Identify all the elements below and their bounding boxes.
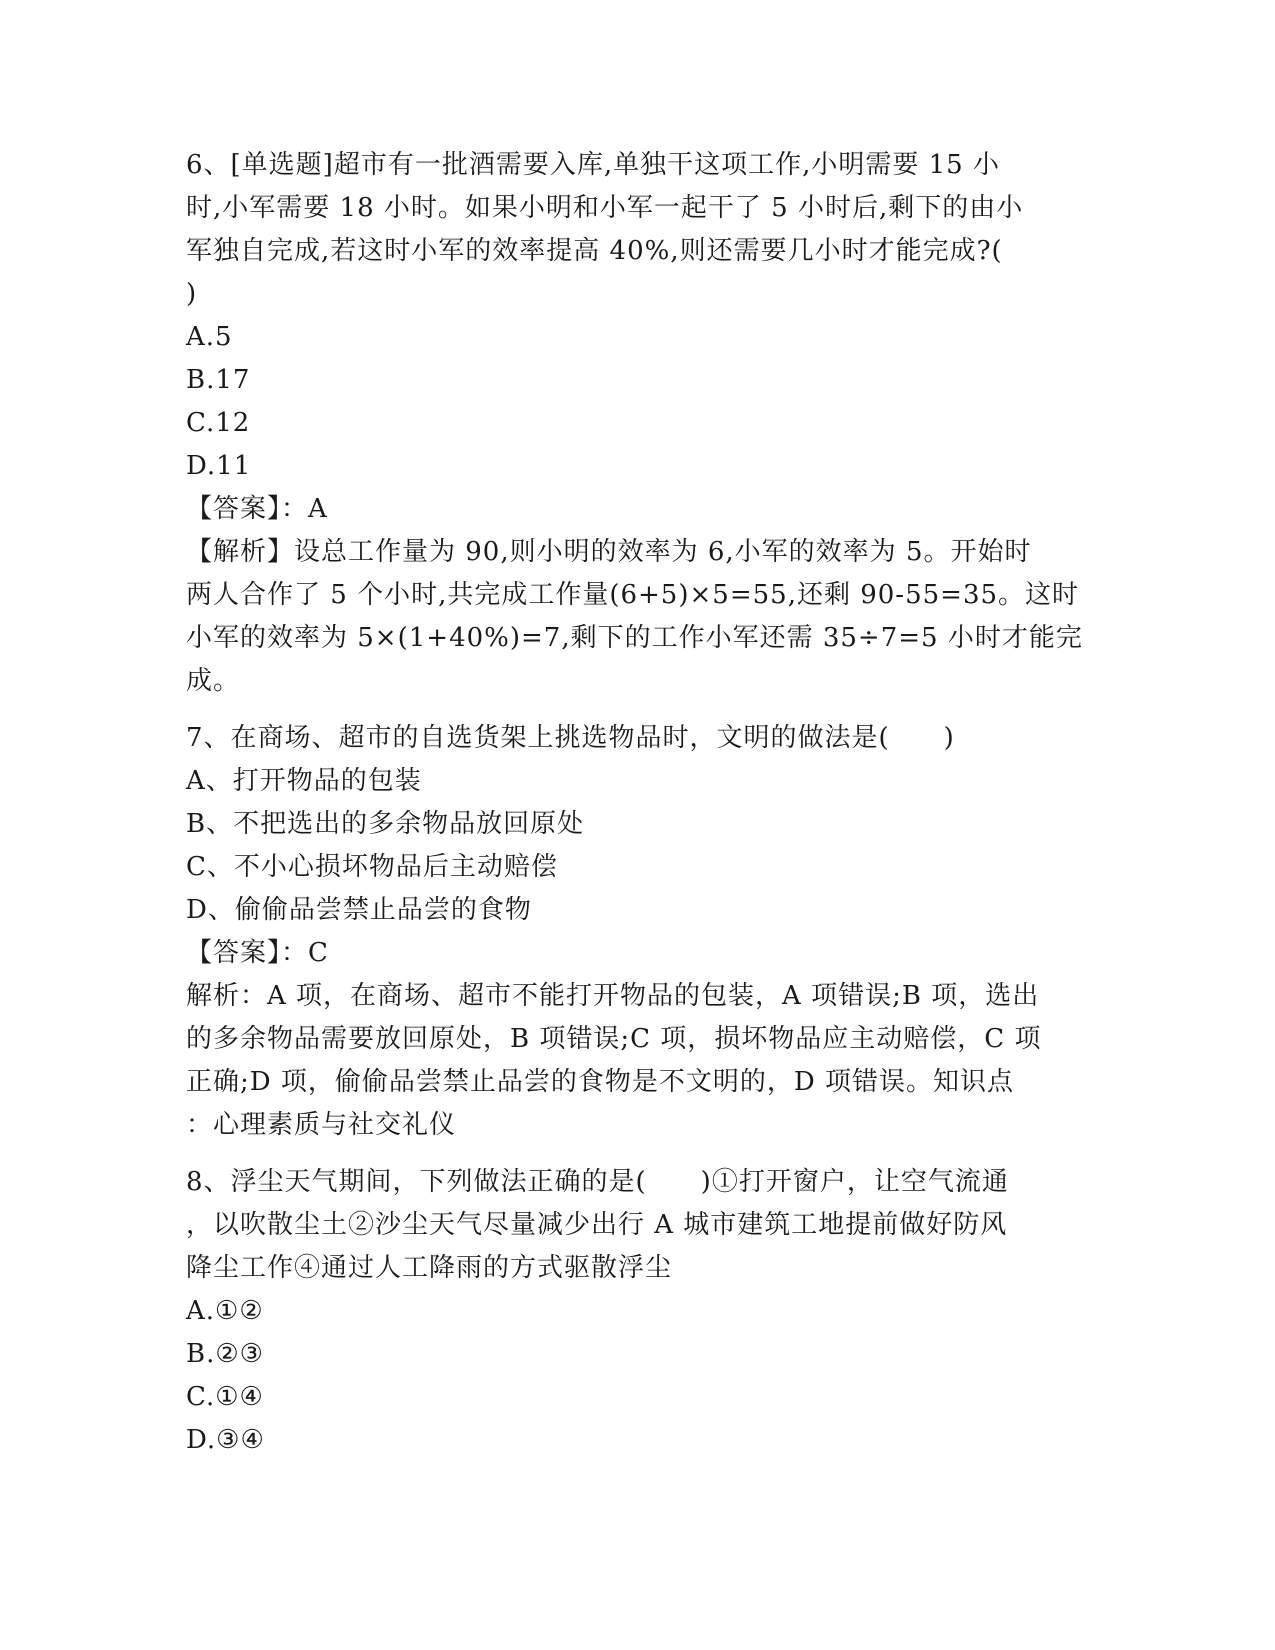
question-8-stem-line-1: 8、浮尘天气期间，下列做法正确的是( )①打开窗户，让空气流通 (186, 1167, 1009, 1197)
question-8-option-d: D.③④ (186, 1425, 265, 1455)
question-7-analysis-line-1: 解析：A 项，在商场、超市不能打开物品的包装，A 项错误;B 项，选出 (186, 981, 1040, 1011)
question-6-analysis-line-1: 【解析】设总工作量为 90,则小明的效率为 6,小军的效率为 5。开始时 (186, 537, 1032, 567)
question-7-option-b: B、不把选出的多余物品放回原处 (186, 809, 585, 839)
question-8-option-a: A.①② (186, 1296, 264, 1326)
question-8-stem-line-2: ，以吹散尘土②沙尘天气尽量减少出行 A 城市建筑工地提前做好防风 (186, 1210, 1008, 1240)
question-7-answer: 【答案】：C (186, 938, 329, 968)
question-6-analysis-line-3: 小军的效率为 5×(1+40%)=7,剩下的工作小军还需 35÷7=5 小时才能完 (186, 623, 1083, 653)
question-spacer (186, 1147, 1086, 1161)
question-6-stem-line-3: 军独自完成,若这时小军的效率提高 40%,则还需要几小时才能完成?( (186, 236, 1003, 266)
question-6-answer: 【答案】：A (186, 494, 328, 524)
question-7 (186, 717, 1086, 1147)
question-6-stem-line-1: 6、[单选题]超市有一批酒需要入库,单独干这项工作,小明需要 15 小 (186, 150, 1000, 180)
question-6-option-b: B.17 (186, 365, 251, 395)
question-6-option-a: A.5 (186, 322, 233, 352)
question-7-option-c: C、不小心损坏物品后主动赔偿 (186, 852, 558, 882)
question-6-option-d: D.11 (186, 451, 252, 481)
question-7-stem-line-1: 7、在商场、超市的自选货架上挑选物品时，文明的做法是( ) (186, 723, 955, 753)
question-6-stem-line-4: ) (186, 279, 198, 309)
question-6-analysis-line-2: 两人合作了 5 个小时,共完成工作量(6+5)×5=55,还剩 90-55=35。这时 (186, 580, 1080, 610)
question-7-analysis-line-4: ：心理素质与社交礼仪 (186, 1110, 457, 1140)
question-7-analysis-line-3: 正确;D 项，偷偷品尝禁止品尝的食物是不文明的，D 项错误。知识点 (186, 1067, 1014, 1097)
question-7-analysis-line-2: 的多余物品需要放回原处，B 项错误;C 项，损坏物品应主动赔偿，C 项 (186, 1024, 1042, 1054)
question-8-option-c: C.①④ (186, 1382, 264, 1412)
document-page (186, 144, 1086, 1462)
question-8-option-b: B.②③ (186, 1339, 264, 1369)
question-8-stem-line-3: 降尘工作④通过人工降雨的方式驱散浮尘 (186, 1253, 673, 1283)
question-7-option-a: A、打开物品的包装 (186, 766, 422, 796)
question-6-stem-line-2: 时,小军需要 18 小时。如果小明和小军一起干了 5 小时后,剩下的由小 (186, 193, 1024, 223)
question-8 (186, 1161, 1086, 1462)
question-6-option-c: C.12 (186, 408, 251, 438)
question-6 (186, 144, 1086, 703)
question-7-option-d: D、偷偷品尝禁止品尝的食物 (186, 895, 532, 925)
question-spacer (186, 703, 1086, 717)
question-6-analysis-line-4: 成。 (186, 666, 241, 696)
